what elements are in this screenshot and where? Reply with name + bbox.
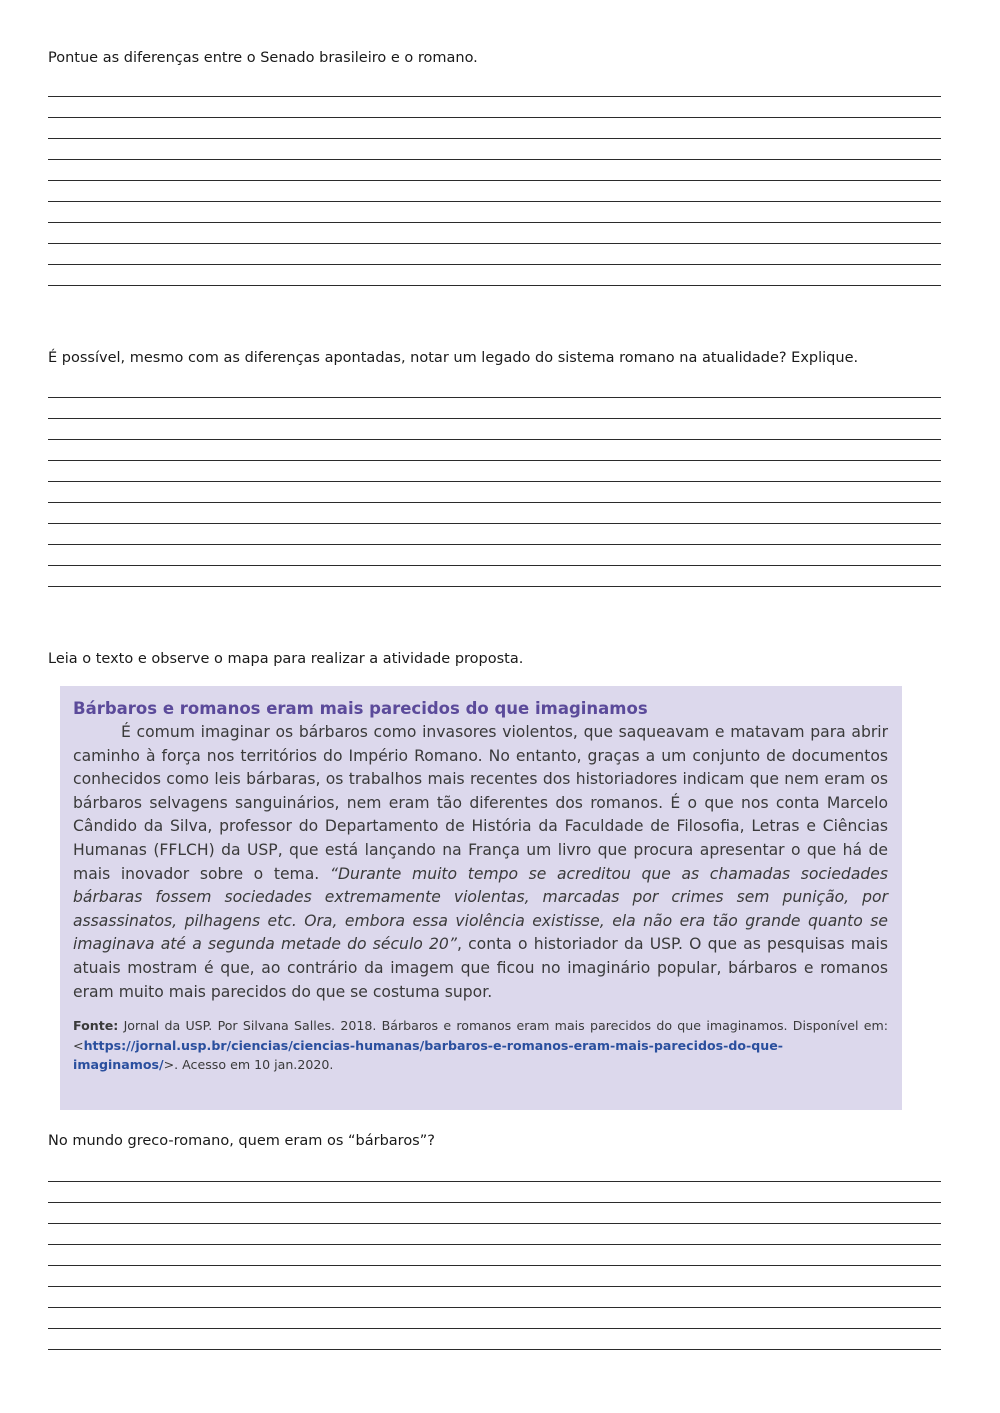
reading-body	[73, 721, 888, 1004]
answer-line[interactable]	[48, 503, 941, 524]
answer-line[interactable]	[48, 1266, 941, 1287]
answer-line[interactable]	[48, 1182, 941, 1203]
answer-line[interactable]	[48, 566, 941, 587]
answer-line[interactable]	[48, 524, 941, 545]
answer-line[interactable]	[48, 419, 941, 440]
source-citation	[73, 1016, 888, 1075]
answer-line[interactable]	[48, 1287, 941, 1308]
source-label: Fonte:	[73, 1018, 119, 1034]
answer-line[interactable]	[48, 461, 941, 482]
answer-line[interactable]	[48, 223, 941, 244]
answer-line[interactable]	[48, 545, 941, 566]
answer-line[interactable]	[48, 76, 941, 97]
source-text: Jornal da USP. Por Silvana Salles. 2018. Bárbaros e romanos eram mais parecidos do que imaginamos. Disponível em: <	[73, 1018, 888, 1053]
instruction-text: Leia o texto e observe o mapa para realizar a atividade proposta.	[48, 651, 524, 667]
answer-line[interactable]	[48, 440, 941, 461]
answer-line[interactable]	[48, 118, 941, 139]
reading-after-quote: , conta o historiador da USP. O que as pesquisas mais atuais mostram é que, ao contrário da imagem que ficou no imaginário popular, bárbaros e romanos eram muito mais parecidos do que se costuma supor.	[73, 935, 888, 1001]
answer-line[interactable]	[48, 1224, 941, 1245]
question-1: Pontue as diferenças entre o Senado brasileiro e o romano.	[48, 50, 478, 66]
answer-lines-3[interactable]	[48, 1161, 941, 1350]
reading-paragraph: É comum imaginar os bárbaros como invasores violentos, que saqueavam e matavam para abrir caminho à força nos territórios do Império Romano. No entanto, graças a um conjunto de documentos conhecidos como leis bárbaras, os trabalhos mais recentes dos historiadores indicam que nem eram os bárbaros selvagens sanguinários, nem eram tão diferentes dos romanos. É o que nos conta Marcelo Cândido da Silva, professor do Departamento de História da Faculdade de Filosofia, Letras e Ciências Humanas (FFLCH) da USP, que está lançando na França um livro que procura apresentar o que há de mais inovador sobre o tema.	[73, 723, 888, 883]
reading-quote: “Durante muito tempo se acreditou que as chamadas sociedades bárbaras fossem sociedades extremamente violentas, marcadas por crimes sem punição, por assassinatos, pilhagens etc. Ora, embora essa violência existisse, ela não era tão grande quanto se imaginava até a segunda metade do século 20”	[73, 864, 888, 954]
answer-line[interactable]	[48, 97, 941, 118]
answer-line[interactable]	[48, 1329, 941, 1350]
reading-title: Bárbaros e romanos eram mais parecidos do que imaginamos	[73, 699, 648, 718]
answer-line[interactable]	[48, 160, 941, 181]
answer-line[interactable]	[48, 398, 941, 419]
answer-line[interactable]	[48, 244, 941, 265]
answer-lines-1[interactable]	[48, 76, 941, 286]
answer-line[interactable]	[48, 202, 941, 223]
answer-line[interactable]	[48, 1161, 941, 1182]
answer-line[interactable]	[48, 482, 941, 503]
answer-line[interactable]	[48, 377, 941, 398]
answer-lines-2[interactable]	[48, 377, 941, 587]
answer-line[interactable]	[48, 1245, 941, 1266]
question-3: No mundo greco-romano, quem eram os “bárbaros”?	[48, 1133, 435, 1149]
answer-line[interactable]	[48, 265, 941, 286]
answer-line[interactable]	[48, 181, 941, 202]
source-link[interactable]: https://jornal.usp.br/ciencias/ciencias-humanas/barbaros-e-romanos-eram-mais-parecidos-do-que-imaginamos/	[73, 1037, 783, 1073]
answer-line[interactable]	[48, 1203, 941, 1224]
reading-text-box	[60, 686, 902, 1110]
source-suffix: >. Acesso em 10 jan.2020.	[163, 1057, 334, 1073]
question-2: É possível, mesmo com as diferenças apontadas, notar um legado do sistema romano na atualidade? Explique.	[48, 350, 859, 366]
answer-line[interactable]	[48, 1308, 941, 1329]
answer-line[interactable]	[48, 139, 941, 160]
